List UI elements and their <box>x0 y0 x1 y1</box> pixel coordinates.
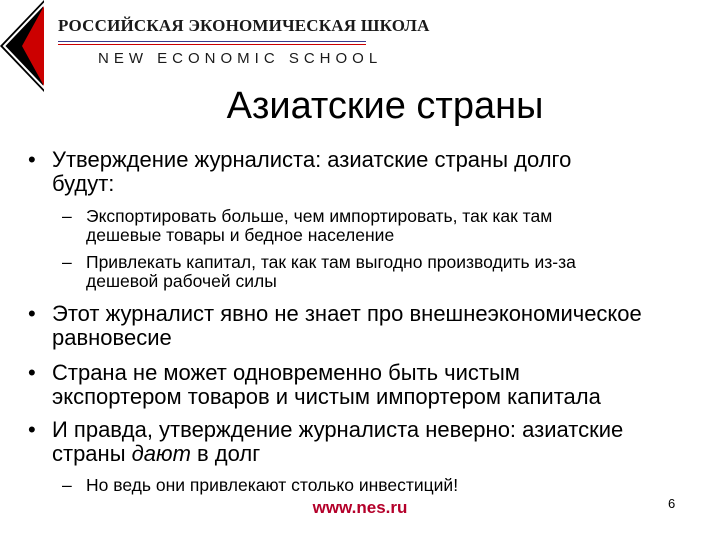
logo-title-en: NEW ECONOMIC SCHOOL <box>98 50 383 67</box>
bullet-marker: • <box>28 147 36 172</box>
bullet-text-line: будут: <box>52 171 115 196</box>
dash-marker: – <box>62 252 72 272</box>
bullet-text-line: равновесие <box>52 325 172 350</box>
subbullet-text-line: дешевые товары и бедное население <box>86 225 395 245</box>
bullet-marker: • <box>28 301 36 326</box>
bullet-text-line: Страна не может одновременно быть чистым <box>52 360 520 385</box>
subbullet-text-line: Но ведь они привлекают столько инвестиций! <box>86 475 459 495</box>
bullet-text-part: страны <box>52 441 132 466</box>
bullet-text-part: в долг <box>190 441 261 466</box>
slide-title: Азиатские страны <box>226 85 544 127</box>
bullet-text-line: Утверждение журналиста: азиатские страны долго <box>52 147 572 172</box>
subbullet-text-line: Привлекать капитал, так как там выгодно производить из-за <box>86 252 576 272</box>
subbullet-text-line: дешевой рабочей силы <box>86 271 277 291</box>
page-number: 6 <box>668 496 676 511</box>
subbullet-text-line: Экспортировать больше, чем импортировать, так как там <box>86 206 553 226</box>
logo-title-ru: РОССИЙСКАЯ ЭКОНОМИЧЕСКАЯ ШКОЛА <box>58 16 430 35</box>
dash-marker: – <box>62 475 72 495</box>
bullet-marker: • <box>28 417 36 442</box>
bullet-text-line: И правда, утверждение журналиста неверно: азиатские <box>52 417 624 442</box>
bullet-text-line <box>52 442 712 466</box>
footer-url-link[interactable]: www.nes.ru <box>312 498 408 517</box>
bullet-text-line: Этот журналист явно не знает про внешнеэкономическое <box>52 301 642 326</box>
bullet-marker: • <box>28 360 36 385</box>
bullet-text-line: экспортером товаров и чистым импортером капитала <box>52 384 601 409</box>
dash-marker: – <box>62 206 72 226</box>
emphasized-text: дают <box>131 441 191 466</box>
